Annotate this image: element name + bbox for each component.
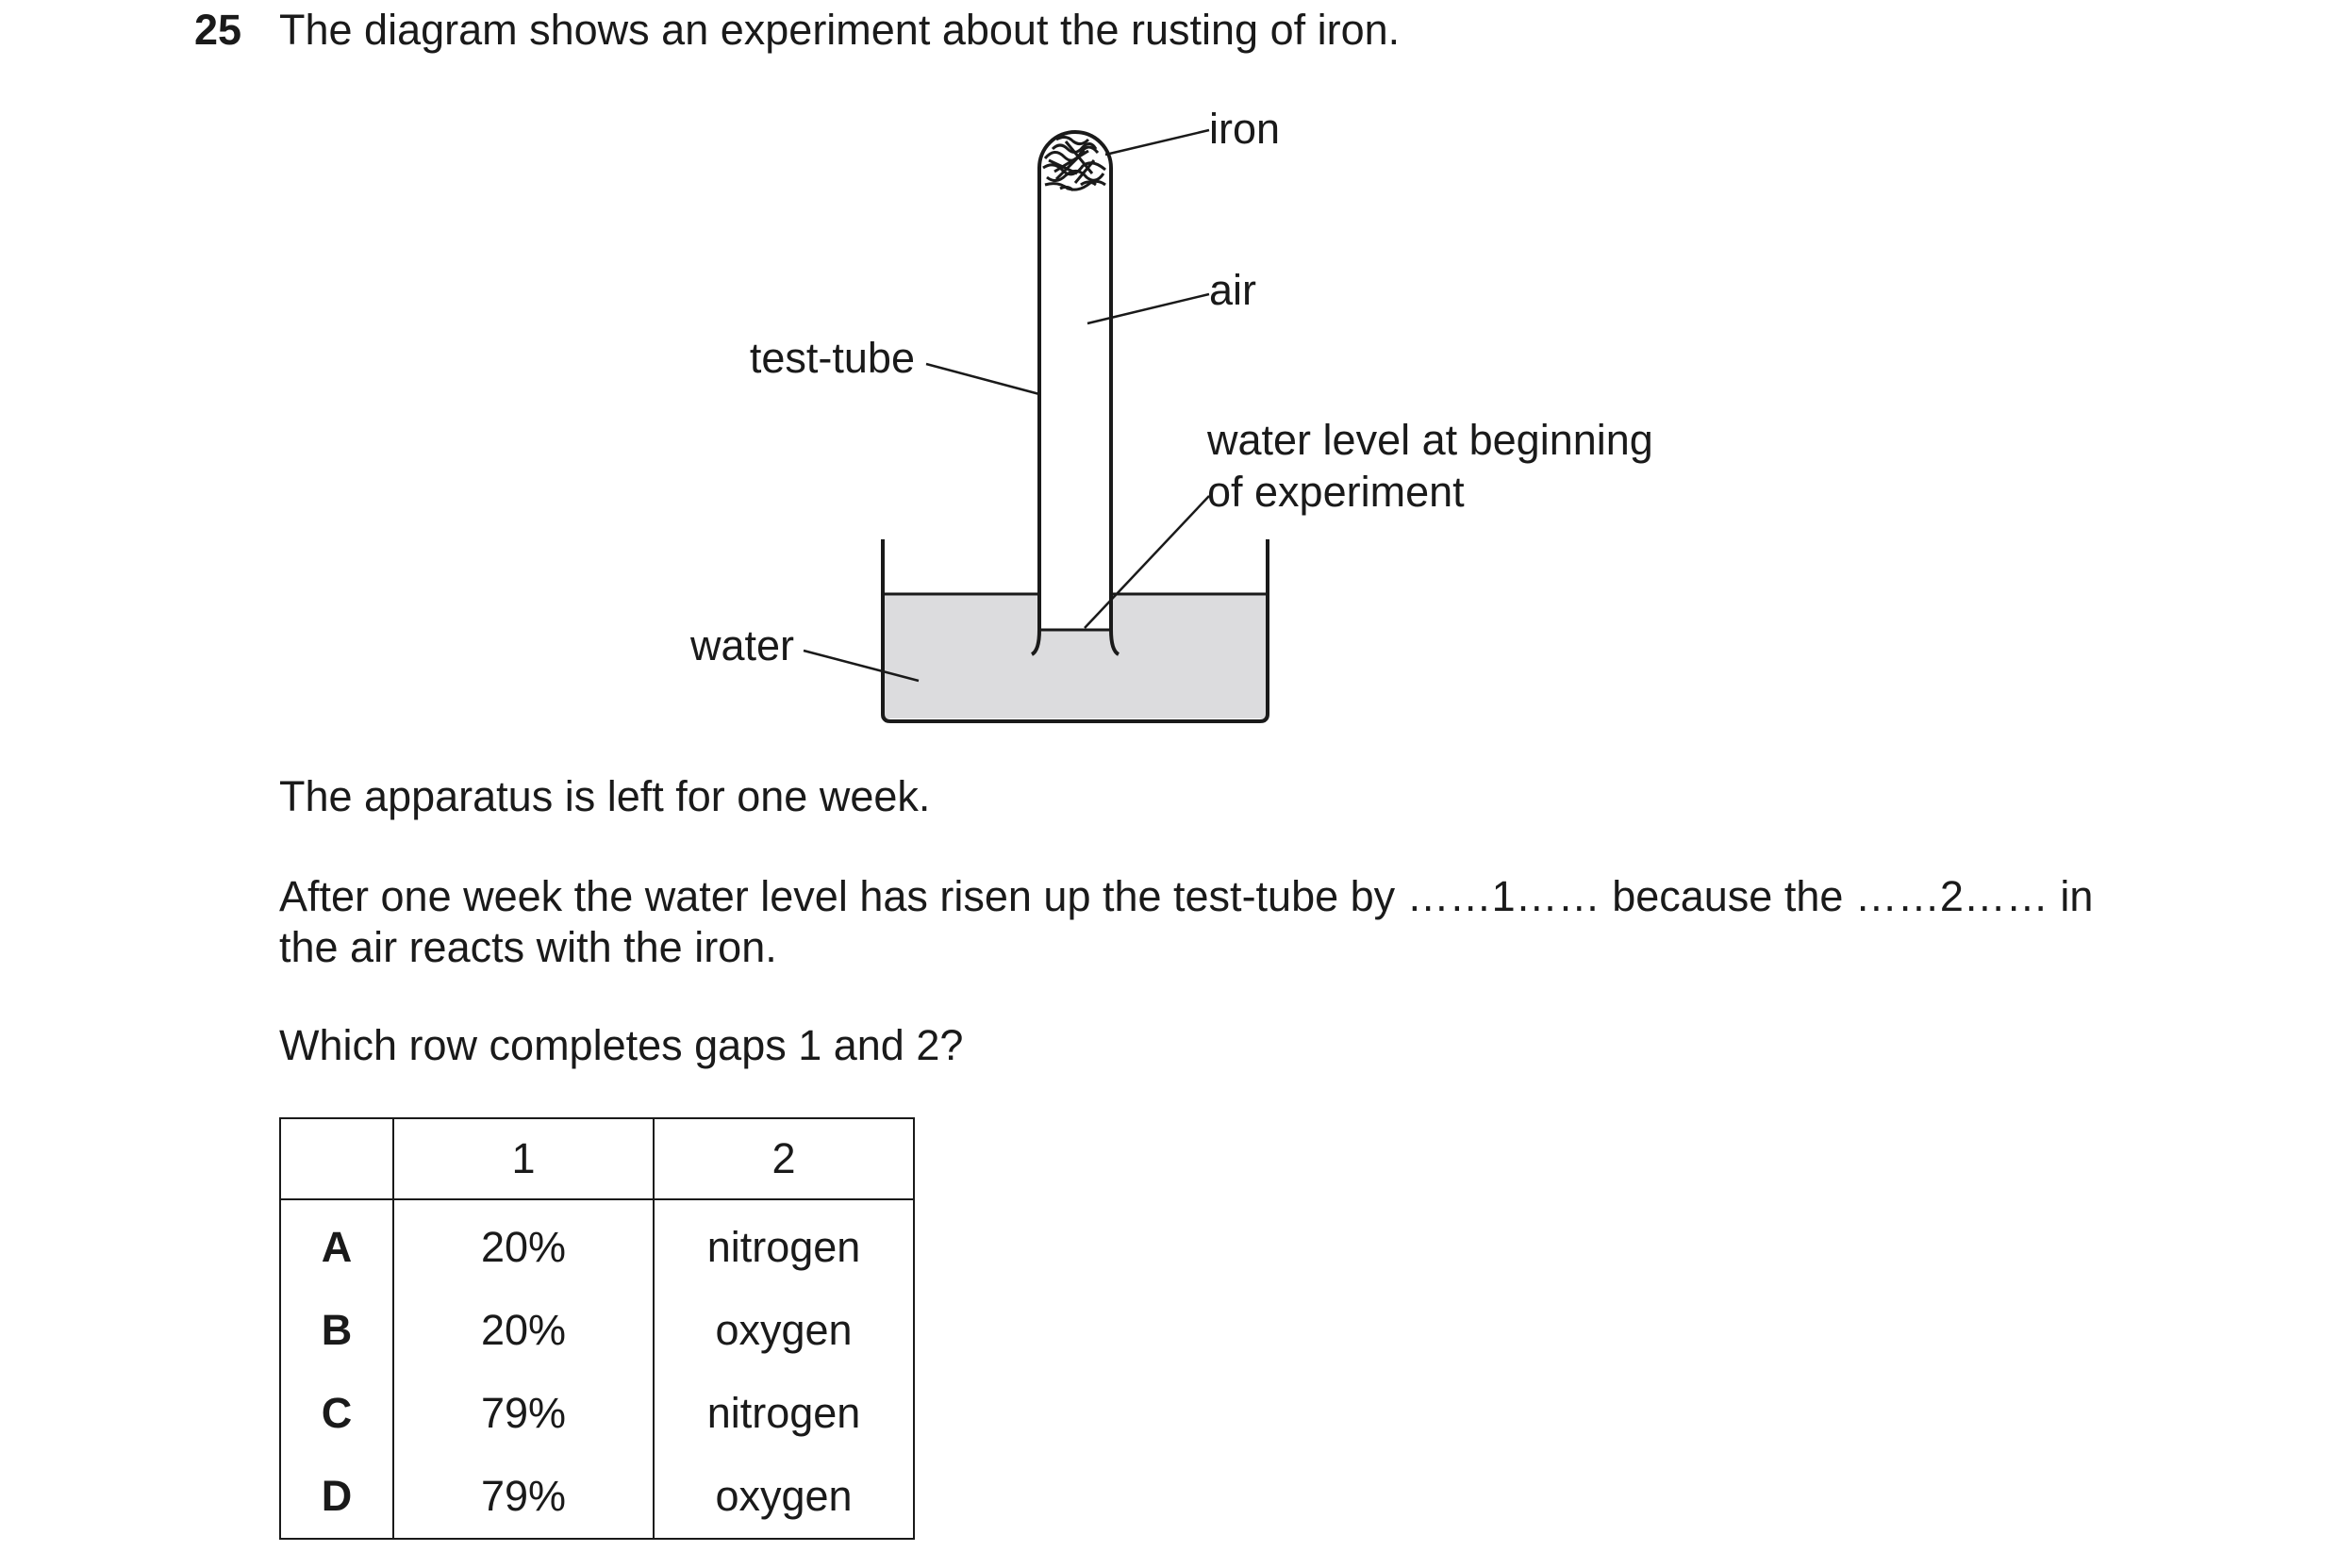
row-letter: C [280,1372,393,1455]
row-gap-2: oxygen [654,1289,914,1372]
row-gap-2: nitrogen [654,1372,914,1455]
header-gap-1: 1 [393,1118,654,1199]
row-gap-2: oxygen [654,1455,914,1539]
row-letter: A [280,1199,393,1289]
question-prompt: The diagram shows an experiment about the rusting of iron. [279,6,1401,54]
row-letter: B [280,1289,393,1372]
answer-table [279,1117,915,1540]
leader-iron [1105,130,1209,155]
answer-row-c[interactable] [280,1372,914,1455]
label-water-level-line2: of experiment [1207,468,1465,516]
answer-row-a[interactable] [280,1199,914,1289]
leader-test-tube [926,364,1039,394]
label-air: air [1209,266,1257,314]
row-gap-1: 20% [393,1289,654,1372]
question-number: 25 [194,6,242,54]
row-gap-2: nitrogen [654,1199,914,1289]
statement-line-2: the air reacts with the iron. [279,923,777,971]
row-gap-1: 20% [393,1199,654,1289]
statement-line-1: After one week the water level has risen up the test-tube by ……1…… because the ……2…… in [279,872,2094,920]
rusting-experiment-diagram [0,0,2339,754]
row-gap-1: 79% [393,1372,654,1455]
header-empty [280,1118,393,1199]
answer-row-d[interactable] [280,1455,914,1539]
label-iron: iron [1209,105,1281,153]
left-for-week-text: The apparatus is left for one week. [279,772,931,820]
answer-row-b[interactable] [280,1289,914,1372]
header-gap-2: 2 [654,1118,914,1199]
label-water: water [689,621,794,669]
which-row-question: Which row completes gaps 1 and 2? [279,1021,964,1069]
row-letter: D [280,1455,393,1539]
label-test-tube: test-tube [749,334,915,382]
test-tube [1039,132,1111,630]
answer-table-header [280,1118,914,1199]
row-gap-1: 79% [393,1455,654,1539]
label-water-level-line1: water level at beginning [1207,416,1653,464]
